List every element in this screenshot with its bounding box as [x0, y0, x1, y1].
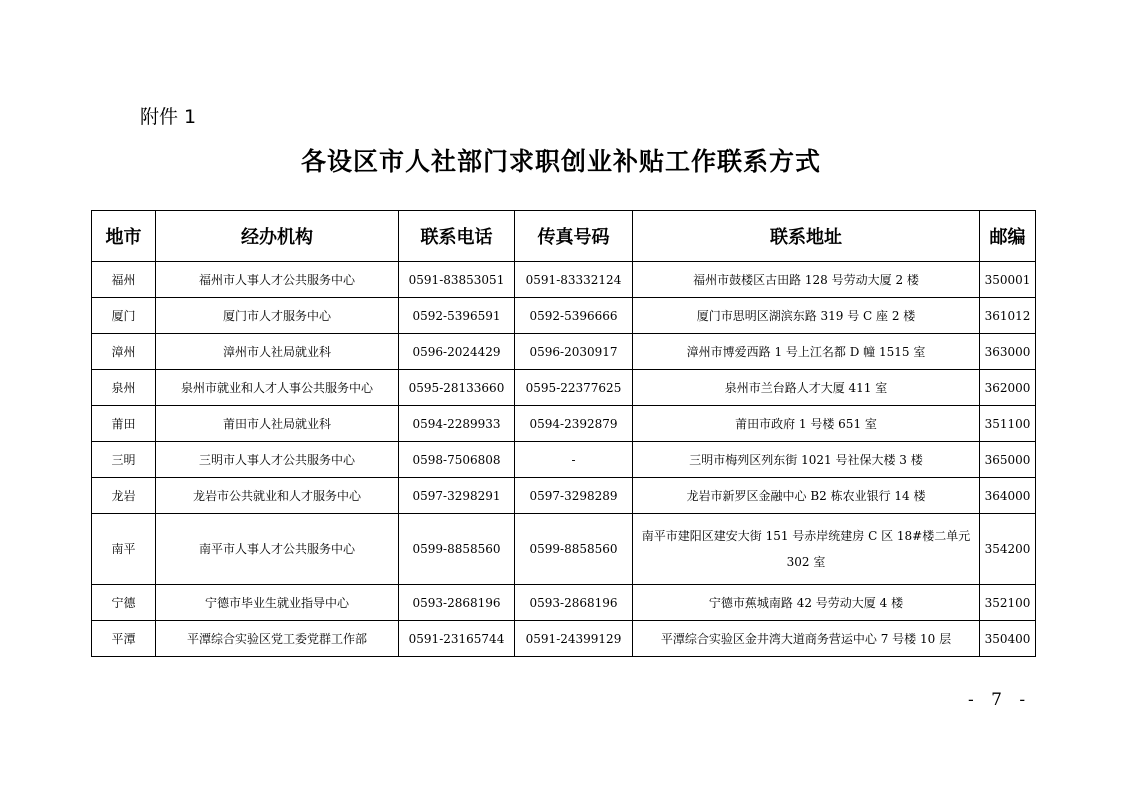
cell-address: 龙岩市新罗区金融中心 B2 栋农业银行 14 楼 — [633, 478, 980, 514]
cell-phone: 0599-8858560 — [399, 514, 515, 585]
cell-fax: 0591-24399129 — [515, 621, 633, 657]
table-row — [92, 514, 1036, 585]
page-number: - 7 - — [968, 690, 1032, 710]
cell-postcode: 364000 — [980, 478, 1036, 514]
cell-postcode: 363000 — [980, 334, 1036, 370]
cell-address: 平潭综合实验区金井湾大道商务营运中心 7 号楼 10 层 — [633, 621, 980, 657]
cell-agency: 三明市人事人才公共服务中心 — [156, 442, 399, 478]
cell-address: 厦门市思明区湖滨东路 319 号 C 座 2 楼 — [633, 298, 980, 334]
table-row — [92, 585, 1036, 621]
header-fax: 传真号码 — [515, 211, 633, 262]
cell-postcode: 350400 — [980, 621, 1036, 657]
cell-address: 漳州市博爱西路 1 号上江名都 D 幢 1515 室 — [633, 334, 980, 370]
cell-agency: 龙岩市公共就业和人才服务中心 — [156, 478, 399, 514]
cell-phone: 0598-7506808 — [399, 442, 515, 478]
cell-city: 平潭 — [92, 621, 156, 657]
cell-phone: 0594-2289933 — [399, 406, 515, 442]
cell-agency: 南平市人事人才公共服务中心 — [156, 514, 399, 585]
document-title: 各设区市人社部门求职创业补贴工作联系方式 — [300, 147, 821, 176]
cell-phone: 0596-2024429 — [399, 334, 515, 370]
cell-phone: 0591-23165744 — [399, 621, 515, 657]
cell-agency: 宁德市毕业生就业指导中心 — [156, 585, 399, 621]
cell-postcode: 354200 — [980, 514, 1036, 585]
cell-agency: 莆田市人社局就业科 — [156, 406, 399, 442]
cell-city: 三明 — [92, 442, 156, 478]
cell-city: 厦门 — [92, 298, 156, 334]
cell-agency: 厦门市人才服务中心 — [156, 298, 399, 334]
cell-fax: 0599-8858560 — [515, 514, 633, 585]
table-row — [92, 334, 1036, 370]
table-row — [92, 478, 1036, 514]
header-postcode: 邮编 — [980, 211, 1036, 262]
attachment-label: 附件 1 — [140, 106, 197, 128]
header-agency: 经办机构 — [156, 211, 399, 262]
cell-phone: 0591-83853051 — [399, 262, 515, 298]
cell-postcode: 352100 — [980, 585, 1036, 621]
table-row — [92, 370, 1036, 406]
cell-agency: 平潭综合实验区党工委党群工作部 — [156, 621, 399, 657]
header-address: 联系地址 — [633, 211, 980, 262]
cell-postcode: 362000 — [980, 370, 1036, 406]
cell-phone: 0593-2868196 — [399, 585, 515, 621]
cell-fax: 0596-2030917 — [515, 334, 633, 370]
header-city: 地市 — [92, 211, 156, 262]
cell-address: 莆田市政府 1 号楼 651 室 — [633, 406, 980, 442]
cell-address: 三明市梅列区列东街 1021 号社保大楼 3 楼 — [633, 442, 980, 478]
cell-agency: 漳州市人社局就业科 — [156, 334, 399, 370]
cell-agency: 福州市人事人才公共服务中心 — [156, 262, 399, 298]
table-row — [92, 621, 1036, 657]
cell-address: 福州市鼓楼区古田路 128 号劳动大厦 2 楼 — [633, 262, 980, 298]
cell-city: 宁德 — [92, 585, 156, 621]
cell-address: 南平市建阳区建安大街 151 号赤岸统建房 C 区 18#楼二单元 302 室 — [633, 514, 980, 585]
cell-phone: 0597-3298291 — [399, 478, 515, 514]
table-header-row — [92, 211, 1036, 262]
cell-fax: 0591-83332124 — [515, 262, 633, 298]
cell-fax: 0594-2392879 — [515, 406, 633, 442]
cell-fax: 0593-2868196 — [515, 585, 633, 621]
header-phone: 联系电话 — [399, 211, 515, 262]
cell-fax: 0592-5396666 — [515, 298, 633, 334]
cell-postcode: 365000 — [980, 442, 1036, 478]
contacts-table — [91, 210, 1036, 657]
cell-fax: 0595-22377625 — [515, 370, 633, 406]
cell-fax: 0597-3298289 — [515, 478, 633, 514]
cell-city: 漳州 — [92, 334, 156, 370]
cell-address: 泉州市兰台路人才大厦 411 室 — [633, 370, 980, 406]
cell-city: 莆田 — [92, 406, 156, 442]
table-row — [92, 442, 1036, 478]
cell-phone: 0595-28133660 — [399, 370, 515, 406]
cell-phone: 0592-5396591 — [399, 298, 515, 334]
cell-city: 福州 — [92, 262, 156, 298]
cell-agency: 泉州市就业和人才人事公共服务中心 — [156, 370, 399, 406]
cell-city: 泉州 — [92, 370, 156, 406]
cell-postcode: 361012 — [980, 298, 1036, 334]
cell-address: 宁德市蕉城南路 42 号劳动大厦 4 楼 — [633, 585, 980, 621]
cell-postcode: 350001 — [980, 262, 1036, 298]
cell-fax: - — [515, 442, 633, 478]
cell-city: 龙岩 — [92, 478, 156, 514]
cell-city: 南平 — [92, 514, 156, 585]
table-row — [92, 406, 1036, 442]
table-row — [92, 298, 1036, 334]
cell-postcode: 351100 — [980, 406, 1036, 442]
table-row — [92, 262, 1036, 298]
